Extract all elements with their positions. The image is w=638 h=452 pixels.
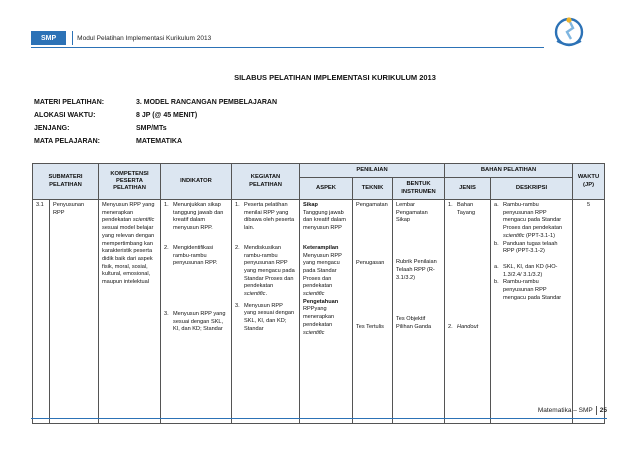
- aspek-sikap: Sikap Tanggung jawab dan kreatif dalam menyusun RPP: [303, 202, 346, 232]
- cell-deskripsi: [491, 200, 573, 424]
- meta-row-jenjang: [34, 122, 277, 135]
- cell-aspek: [300, 200, 353, 424]
- footer-rule: [31, 418, 607, 419]
- list-item: 3. Menyusun RPP yang sesuai dengan SKL, KI, dan KD; Standar: [235, 302, 295, 332]
- list-item: 2. Handout: [448, 324, 479, 331]
- cell-kegiatan: [232, 200, 300, 424]
- footer-subject: Matematika – SMP: [537, 407, 593, 414]
- list-item: b. Rambu-rambu penyusunan RPP mengacu pada Standar: [494, 279, 562, 301]
- list-item: 3. Menyusun RPP yang sesuai dengan SKL, KI, dan KD; Standar: [164, 310, 226, 333]
- meta-row-materi: [34, 96, 277, 109]
- table-row: [33, 200, 605, 424]
- cell-submateri: Penyusunan RPP: [50, 200, 99, 424]
- list-item: 1. Peserta pelatihan menilai RPP yang dibawa oleh peserta lain.: [235, 202, 295, 232]
- meta-value: SMP/MTs: [136, 125, 167, 132]
- footer-divider: [596, 406, 597, 415]
- col-header-bahan: BAHAN PELATIHAN: [445, 164, 573, 178]
- meta-label: ALOKASI WAKTU:: [34, 112, 96, 119]
- page-footer: [538, 406, 607, 415]
- col-header-kegiatan: KEGIATAN PELATIHAN: [232, 164, 300, 200]
- meta-value: 8 JP (@ 45 MENIT): [136, 112, 198, 119]
- cell-kompetensi: Menyusun RPP yang menerapkan pendekatan scientific sesuai model belajar yang relevan dengan mempertimbang kan karakteristik peserta didik baik dari aspek fisik, moral, sosial, kultural, emosional, maupun intelektual: [99, 200, 161, 424]
- col-header-submateri: SUBMATERI PELATIHAN: [33, 164, 99, 200]
- col-header-penilaian: PENILAIAN: [300, 164, 445, 178]
- col-header-waktu: WAKTU (JP): [573, 164, 605, 200]
- meta-row-mapel: [34, 135, 277, 148]
- meta-label: MATA PELAJARAN:: [34, 138, 100, 145]
- col-header-aspek: ASPEK: [300, 178, 353, 200]
- cell-jenis: [445, 200, 491, 424]
- list-item: 2. Mendiskusikan rambu-rambu penyusunan RPP yang mengacu pada Standar Proses dan pendekatan scientific.: [235, 244, 295, 298]
- list-item: 1. Menunjukkan sikap tanggung jawab dan kreatif dalam menyusun RPP.: [164, 202, 224, 232]
- col-header-kompetensi: KOMPETENSI PESERTA PELATIHAN: [99, 164, 161, 200]
- ministry-logo-icon: [549, 15, 589, 49]
- list-item: a. Rambu-rambu penyusunan RPP mengacu pada Standar Proses dan pendekatan scientific (PPT-3.1-1): [494, 202, 563, 239]
- page-header: [31, 29, 211, 47]
- level-badge: SMP: [31, 31, 66, 45]
- col-header-jenis: JENIS: [445, 178, 491, 200]
- list-item: 1. Bahan Tayang: [448, 202, 476, 216]
- meta-label: MATERI PELATIHAN:: [34, 99, 105, 106]
- course-meta: [34, 96, 277, 148]
- cell-number: 3.1: [33, 200, 50, 424]
- cell-bentuk: Lembar Pengamatan Sikap Rubrik Penilaian Telaah RPP (R-3.1/3.2) Tes Objektif Pilihan Ganda: [393, 200, 445, 424]
- col-header-deskripsi: DESKRIPSI: [491, 178, 573, 200]
- cell-teknik: Pengamatan Penugasan Tes Tertulis: [353, 200, 393, 424]
- module-title: Modul Pelatihan Implementasi Kurikulum 2013: [77, 34, 212, 42]
- aspek-pengetahuan: Pengetahuan RPPyang menerapkan pendekatan scientific: [303, 298, 339, 336]
- syllabus-table: [32, 163, 605, 424]
- aspek-keterampilan: Keterampilan Menyusun RPP yang mengacu pada Standar Proses dan pendekatan scientific: [303, 244, 342, 298]
- meta-label: JENJANG:: [34, 125, 70, 132]
- header-rule: [31, 47, 544, 48]
- list-item: 2. Mengidentifikasi rambu-rambu penyusunan RPP.: [164, 244, 218, 267]
- header-divider: [72, 31, 73, 45]
- meta-row-alokasi: [34, 109, 277, 122]
- cell-waktu: 5: [573, 200, 605, 424]
- document-title: SILABUS PELATIHAN IMPLEMENTASI KURIKULUM 2013: [234, 73, 436, 82]
- meta-value: MATEMATIKA: [136, 138, 183, 145]
- list-item: b. Panduan tugas telaah RPP (PPT-3.1-2): [494, 240, 558, 255]
- list-item: a. SKL, KI, dan KD (HO-1.3/2.4/ 3.1/3.2): [494, 263, 558, 278]
- col-header-bentuk: BENTUK INSTRUMEN: [393, 178, 445, 200]
- col-header-indikator: INDIKATOR: [161, 164, 232, 200]
- page-number: 25: [599, 407, 607, 414]
- col-header-teknik: TEKNIK: [353, 178, 393, 200]
- meta-value: 3. MODEL RANCANGAN PEMBELAJARAN: [136, 99, 278, 106]
- cell-indikator: [161, 200, 232, 424]
